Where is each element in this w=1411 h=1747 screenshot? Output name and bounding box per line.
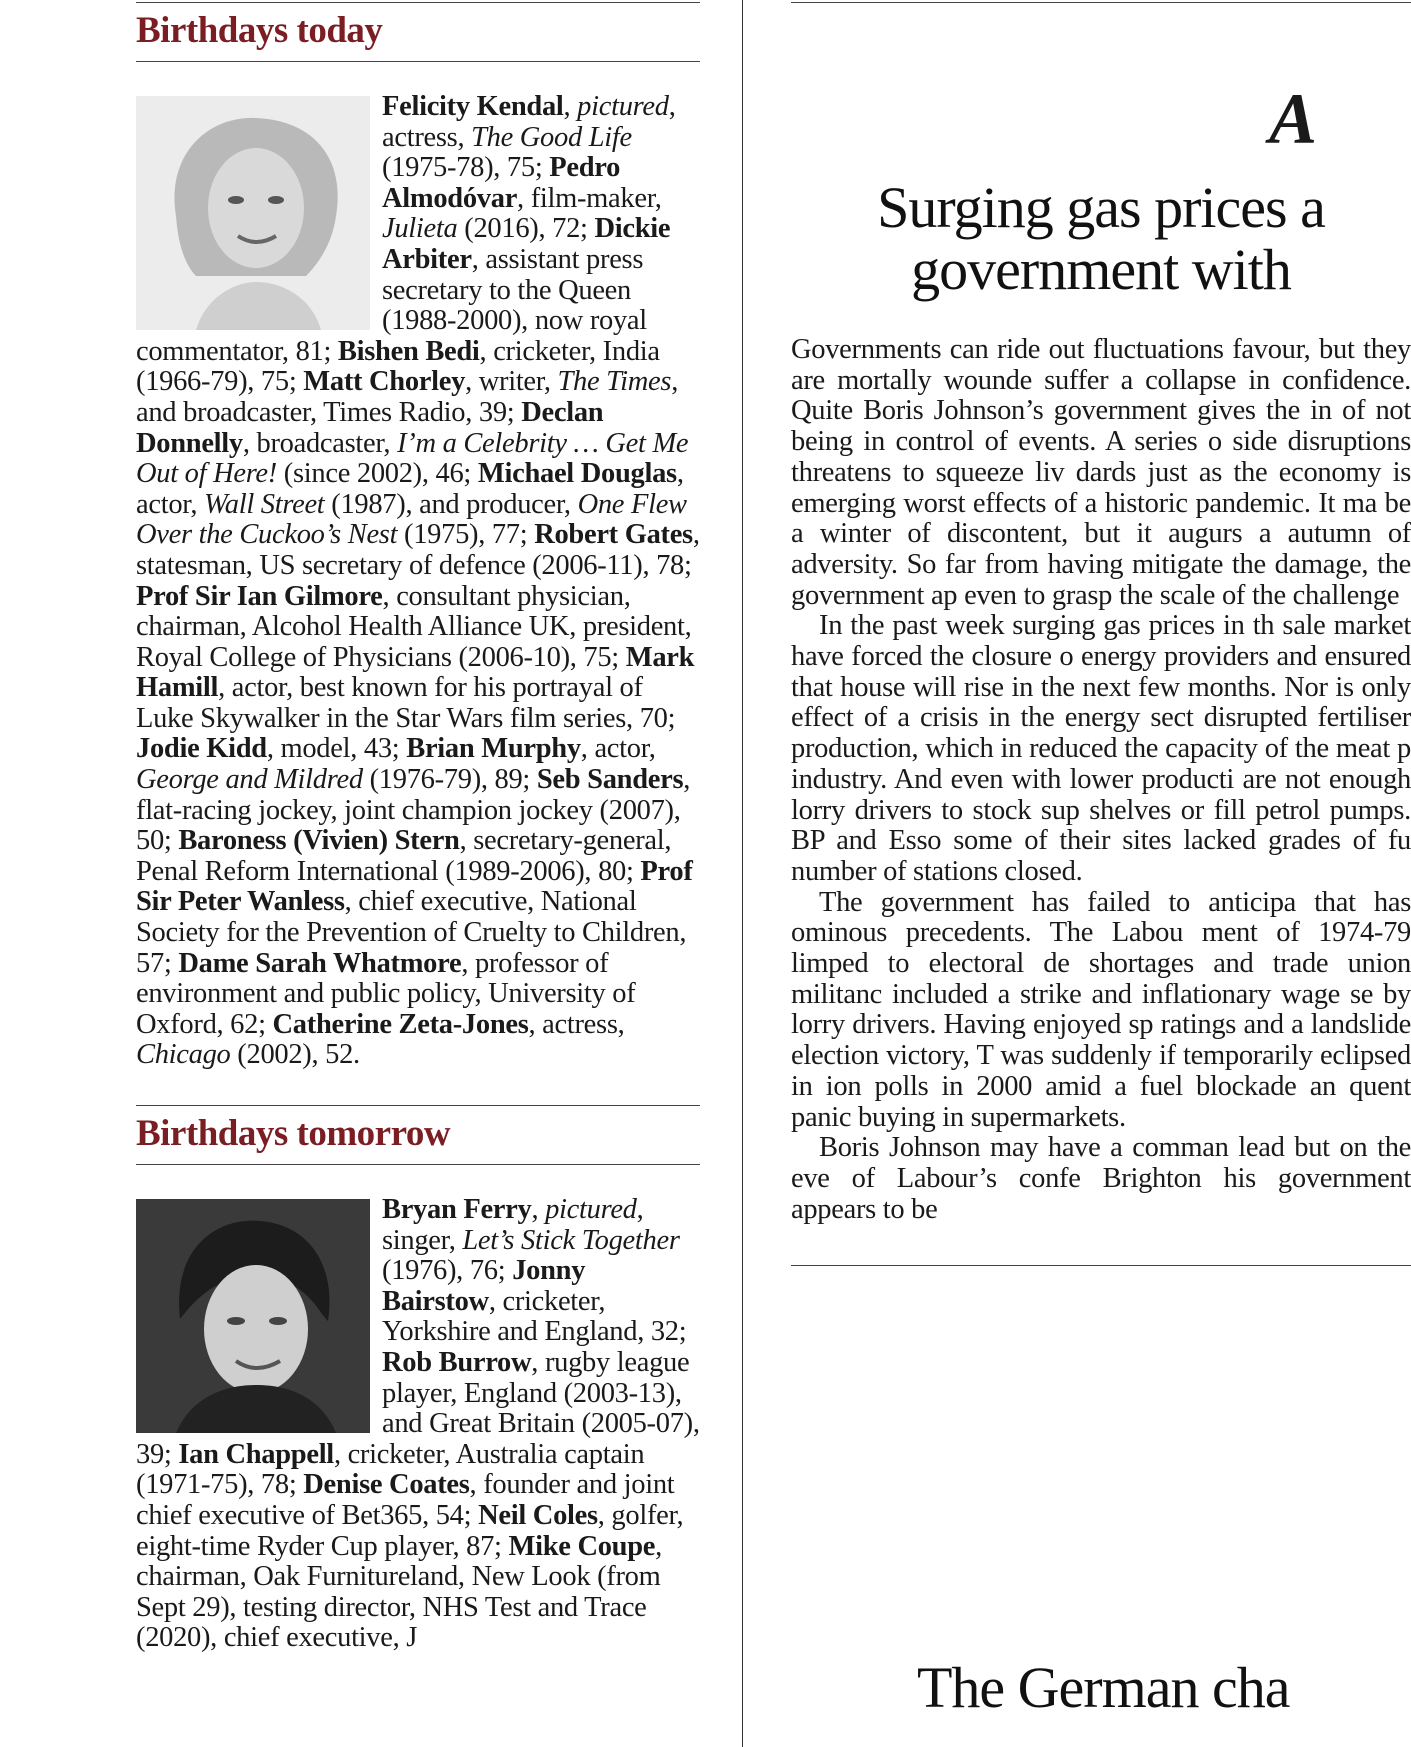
work-title: Julieta bbox=[382, 213, 458, 245]
work-title: The Good Life bbox=[471, 121, 632, 153]
person-name: Denise Coates bbox=[303, 1469, 470, 1501]
person-name: Prof Sir Peter Wanless bbox=[136, 855, 693, 918]
person-name: Robert Gates bbox=[534, 519, 693, 551]
person-name: Michael Douglas bbox=[477, 458, 677, 490]
birthdays-column bbox=[136, 0, 700, 1654]
entry-text: , secretary-general, Penal Reform International (1989-2006), 80; bbox=[136, 825, 672, 887]
person-name: Felicity Kendal bbox=[382, 91, 564, 122]
top-rule bbox=[136, 2, 700, 3]
leader-paragraph: Boris Johnson may have a comman lead but on the eve of Labour’s confe Brighton his government appears to be bbox=[791, 1132, 1411, 1225]
entry-text: , golfer, eight-time Ryder Cup player, 87; bbox=[136, 1499, 684, 1562]
entry-text: , professor of environment and public policy, University of Oxford, 62; bbox=[136, 947, 636, 1040]
entry-text: , statesman, US secretary of defence (2006-11), 78; bbox=[136, 519, 700, 581]
person-name: Matt Chorley bbox=[303, 366, 466, 398]
entry-text: (1976), 76; bbox=[382, 1255, 513, 1287]
entry-text: , and broadcaster, Times Radio, 39; bbox=[136, 366, 679, 428]
entry-text: , bbox=[563, 91, 578, 122]
leader-paragraph: Governments can ride out fluctuations favour, but they are mortally wounde suffer a collapse in confidence. Quite Boris Johnson’s government gives the in of not being in control of events. A series o side disruptions threatens to squeeze liv dards just as the economy is emerging worst effects of a historic pandemic. It ma be a winter of discontent, but it augurs a autumn of adversity. So far from having mitigate the damage, the government ap even to grasp the scale of the challenge bbox=[791, 334, 1411, 611]
entry-text: , singer, bbox=[382, 1194, 644, 1256]
person-name: Declan Donnelly bbox=[136, 396, 604, 459]
person-name: Dame Sarah Whatmore bbox=[178, 947, 462, 979]
leader-top-rule bbox=[791, 2, 1411, 3]
entry-text: , actress, bbox=[382, 91, 676, 153]
leader-bottom-rule bbox=[791, 1265, 1411, 1266]
entry-text: (2016), 72; bbox=[457, 213, 595, 245]
entry-text: , actor, bbox=[580, 733, 656, 765]
title-rule-2 bbox=[136, 1164, 700, 1165]
person-name: Seb Sanders bbox=[536, 764, 684, 796]
bryan-ferry-photo bbox=[136, 1199, 370, 1433]
entry-text: , writer, bbox=[465, 366, 558, 398]
work-title: pictured bbox=[577, 91, 669, 122]
person-name: Rob Burrow bbox=[382, 1346, 532, 1378]
person-name: Jonny Bairstow bbox=[382, 1255, 586, 1317]
person-name: Prof Sir Ian Gilmore bbox=[136, 580, 383, 612]
felicity-kendal-photo bbox=[136, 96, 370, 330]
entry-text: , cricketer, India (1966-79), 75; bbox=[136, 335, 660, 398]
portrait-image-icon bbox=[136, 96, 370, 330]
work-title: The Times bbox=[557, 366, 672, 398]
leader-paragraph: In the past week surging gas prices in th sale market have forced the closure o energy providers and ensured that house will rise in the next few months. Nor is only effect of a crisis in the energy sect disrupted fertiliser production, which in reduced the capacity of the meat p industry. And even with lower producti are not enough lorry drivers to stock sup shelves or fill petrol pumps. BP and Esso some of their sites lacked grades of fu number of stations closed. bbox=[791, 610, 1411, 887]
birthdays-today-title: Birthdays today bbox=[136, 10, 383, 51]
entry-text: , cricketer, Australia captain (1971-75), 78; bbox=[136, 1438, 645, 1501]
work-title: One Flew Over the Cuckoo’s Nest bbox=[136, 488, 687, 551]
work-title: Let’s Stick Together bbox=[462, 1224, 680, 1256]
next-leader-headline: The German cha bbox=[917, 1655, 1290, 1720]
work-title: George and Mildred bbox=[136, 764, 363, 796]
person-name: Catherine Zeta-Jones bbox=[272, 1008, 529, 1040]
person-name: Jodie Kidd bbox=[136, 733, 267, 765]
entry-text: (1987), and producer, bbox=[324, 488, 578, 520]
work-title: pictured bbox=[545, 1194, 637, 1225]
person-name: Neil Coles bbox=[478, 1499, 598, 1531]
entry-text: , model, 43; bbox=[266, 733, 407, 765]
entry-text: , actress, bbox=[528, 1008, 625, 1040]
entry-text: (1976-79), 89; bbox=[362, 764, 537, 796]
entry-text: , chief executive, National Society for the Prevention of Cruelty to Children, 57; bbox=[136, 886, 687, 979]
title-rule bbox=[136, 61, 700, 62]
leader-drop-letter: A bbox=[1269, 79, 1318, 159]
entry-text: , consultant physician, chairman, Alcohol Health Alliance UK, president, Royal College of Physicians (2006-10), 75; bbox=[136, 580, 692, 673]
person-name: Baroness (Vivien) Stern bbox=[178, 825, 460, 857]
entry-text: , actor, bbox=[136, 458, 684, 520]
work-title: I’m a Celebrity … Get Me Out of Here! bbox=[136, 427, 689, 490]
person-name: Brian Murphy bbox=[406, 733, 581, 765]
leader-paragraph: The government has failed to anticipa that has ominous precedents. The Labou ment of 1974-79 limped to electoral de shortages and trade union militanc included a strike and inflationary wage se by lorry drivers. Having enjoyed sp ratings and a landslide election victory, T was suddenly if temporarily eclipsed in ion polls in 2000 amid a fuel blockade an quent panic buying in supermarkets. bbox=[791, 886, 1411, 1133]
entry-text: , chairman, Oak Furnitureland, New Look (from Sept 29), testing director, NHS Test and Trace (2020), chief executive, J bbox=[136, 1530, 662, 1654]
birthdays-tomorrow-text bbox=[136, 1195, 700, 1654]
person-name: Dickie Arbiter bbox=[382, 213, 671, 275]
entry-text: (1975), 77; bbox=[397, 519, 535, 551]
leader-body bbox=[791, 335, 1411, 1225]
entry-text: (since 2002), 46; bbox=[276, 458, 478, 490]
entry-text: , rugby league player, England (2003-13), and Great Britain (2005-07), 39; bbox=[136, 1346, 700, 1470]
entry-text: , assistant press secretary to the Queen (1988-2000), now royal commentator, 81; bbox=[136, 243, 647, 367]
person-name: Bryan Ferry bbox=[382, 1194, 532, 1225]
work-title: Wall Street bbox=[203, 488, 325, 520]
entry-text: , film-maker, bbox=[517, 182, 662, 214]
entry-text: (1975-78), 75; bbox=[382, 152, 550, 184]
person-name: Bishen Bedi bbox=[337, 335, 480, 367]
section-rule bbox=[136, 1105, 700, 1106]
person-name: Mike Coupe bbox=[508, 1530, 656, 1562]
portrait-image-icon bbox=[136, 1199, 370, 1433]
person-name: Ian Chappell bbox=[178, 1438, 334, 1470]
entry-text: , actor, best known for his portrayal of Luke Skywalker in the Star Wars film series, 70; bbox=[136, 672, 676, 734]
column-divider bbox=[742, 0, 743, 1747]
entry-text: , founder and joint chief executive of Bet365, 54; bbox=[136, 1469, 675, 1531]
person-name: Pedro Almodóvar bbox=[382, 152, 621, 214]
entry-text: (2002), 52. bbox=[230, 1039, 360, 1071]
birthdays-today-text bbox=[136, 92, 700, 1071]
entry-text: , flat-racing jockey, joint champion jockey (2007), 50; bbox=[136, 764, 691, 857]
entry-text: , bbox=[531, 1194, 546, 1225]
leader-column bbox=[791, 0, 1411, 1747]
person-name: Mark Hamill bbox=[136, 641, 695, 704]
work-title: Chicago bbox=[136, 1039, 231, 1071]
entry-text: , cricketer, Yorkshire and England, 32; bbox=[382, 1285, 687, 1348]
leader-headline: Surging gas prices a government with bbox=[877, 175, 1325, 302]
birthdays-tomorrow-title: Birthdays tomorrow bbox=[136, 1113, 451, 1154]
entry-text: , broadcaster, bbox=[242, 427, 398, 459]
